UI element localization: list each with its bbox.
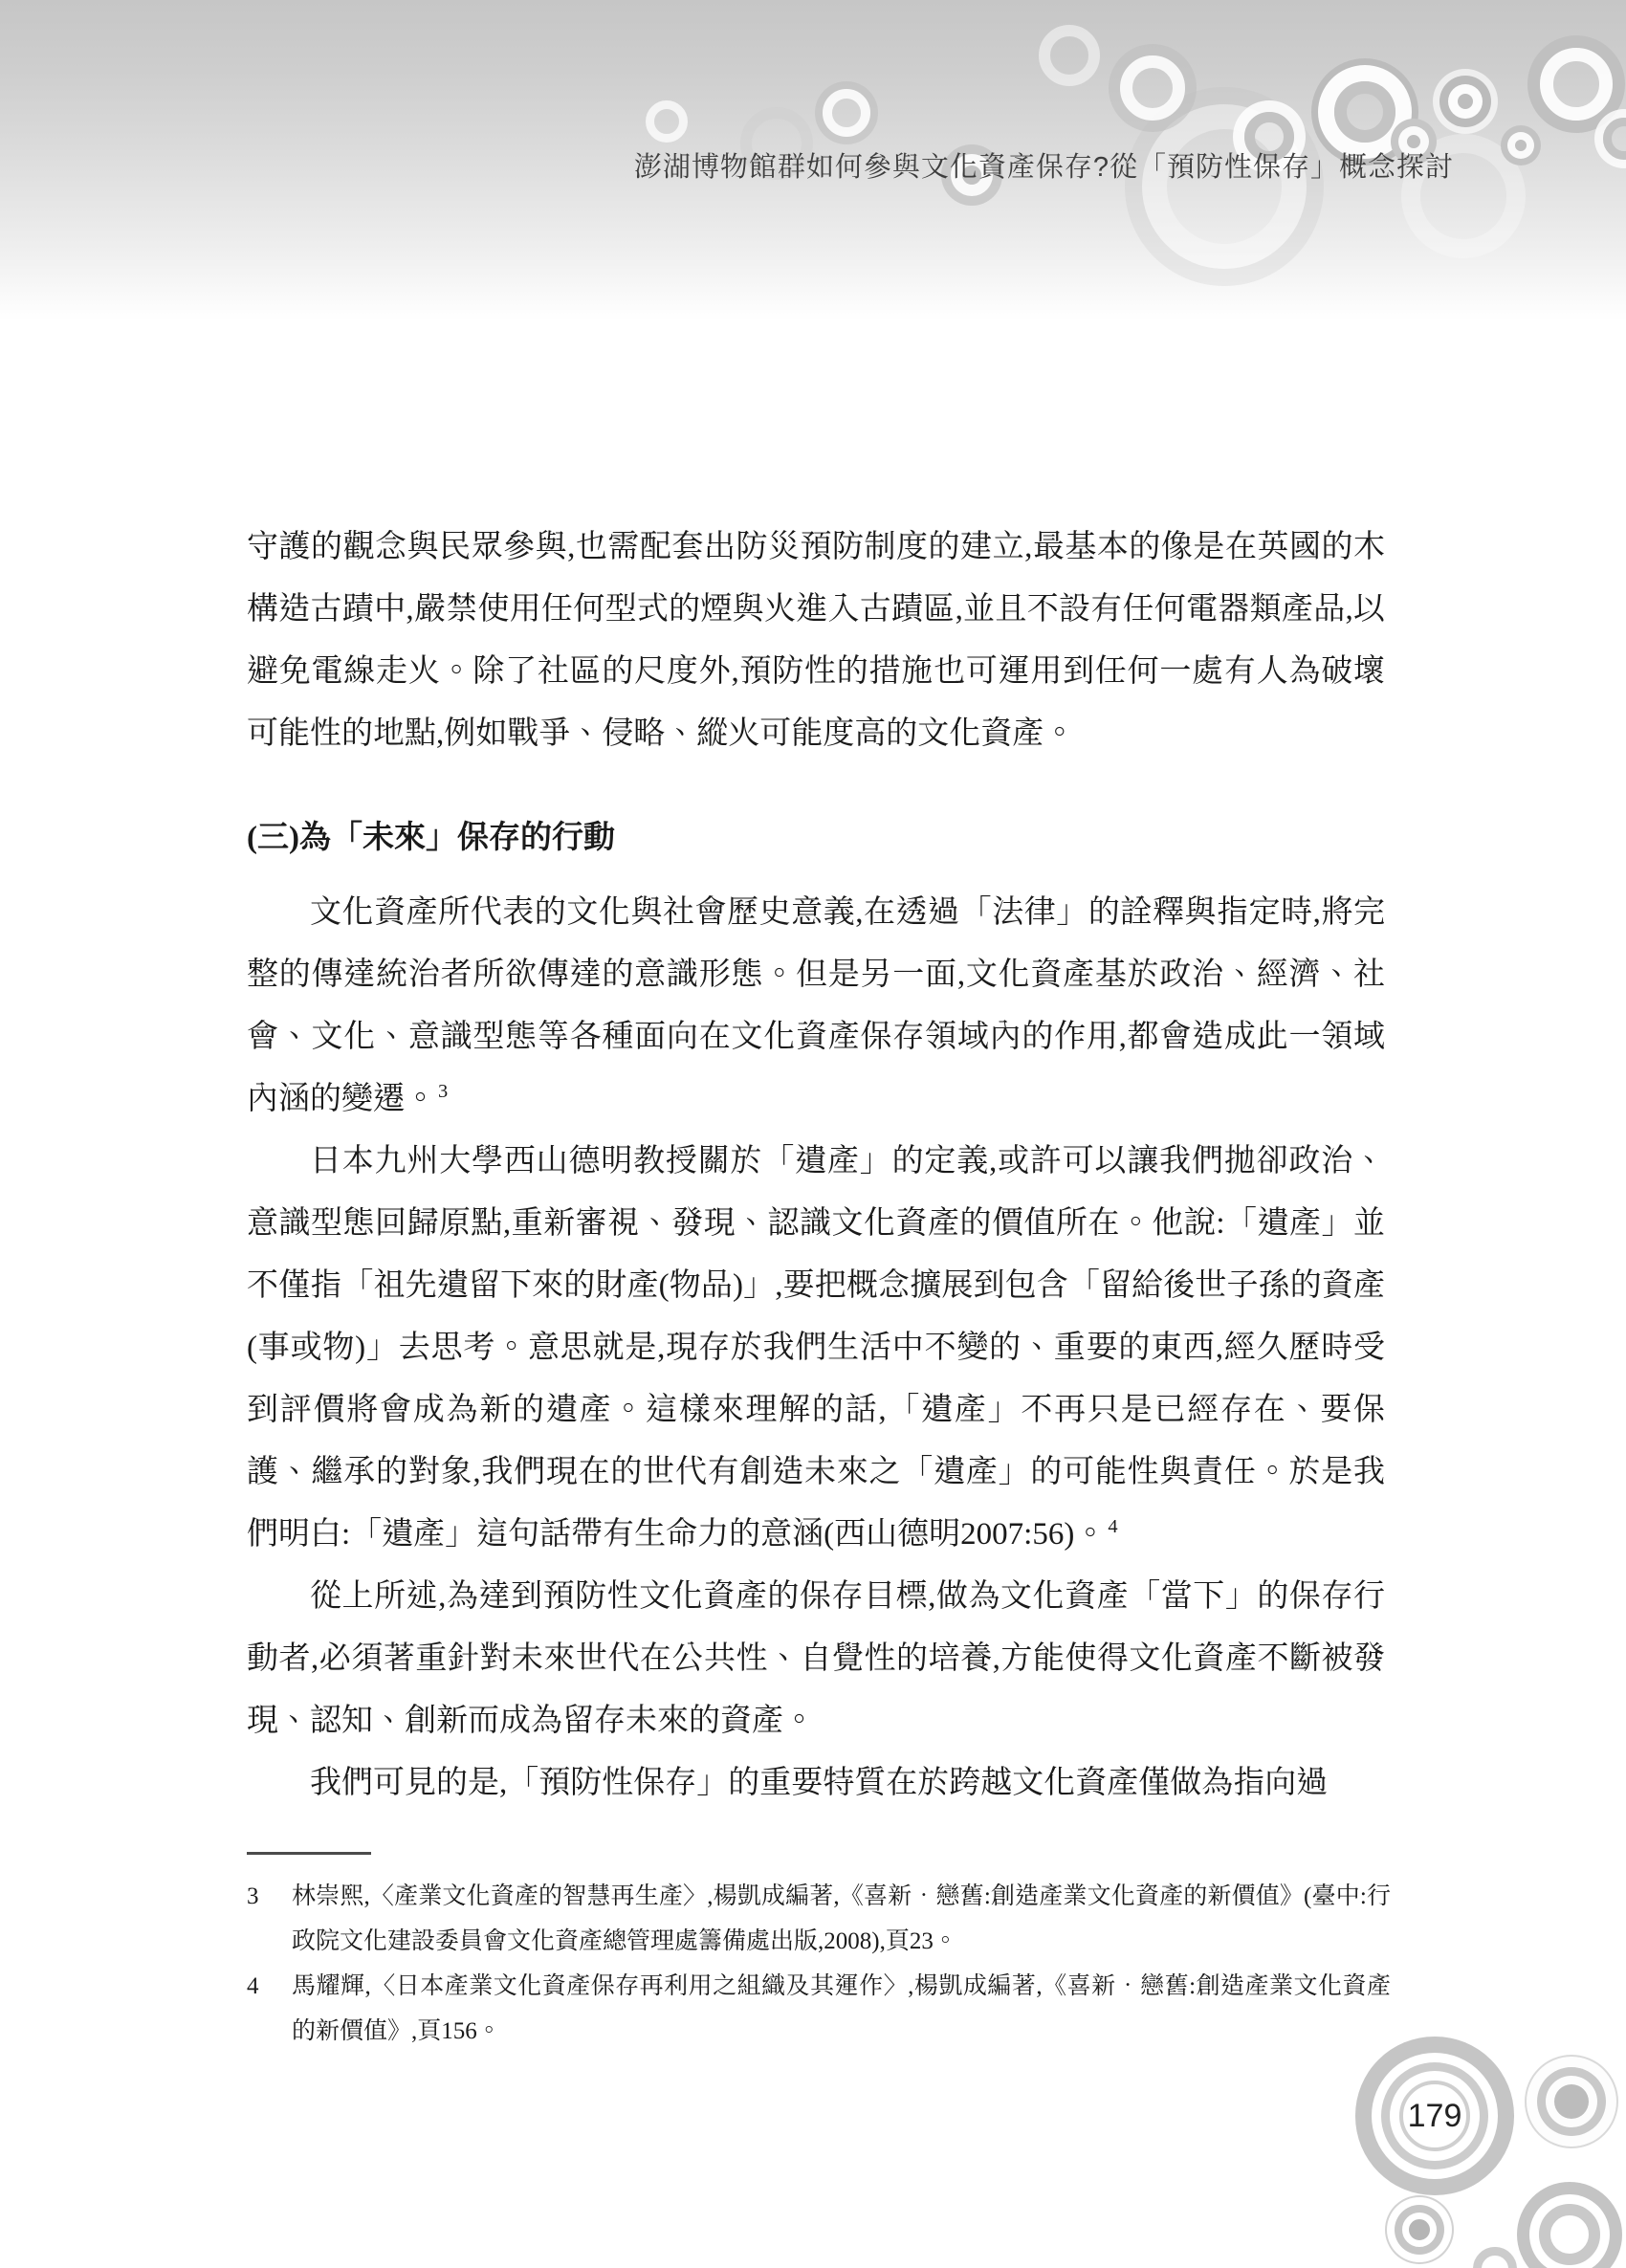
decorative-circle [1402, 2213, 1437, 2247]
body-paragraph: 從上所述,為達到預防性文化資產的保存目標,做為文化資產「當下」的保存行動者,必須著重針對未來世代在公共性、自覺性的培養,方能使得文化資產不斷被發現、認知、創新而成為留存未來的資產。 [247, 1579, 1385, 1738]
decorative-circle [1546, 2076, 1597, 2127]
body-text [247, 517, 1385, 1815]
page-number: 179 [1407, 2098, 1462, 2134]
decorative-circle [823, 89, 870, 137]
body-paragraph: 守護的觀念與民眾參與,也需配套出防災預防制度的建立,最基本的像是在英國的木構造古蹟中,嚴禁使用任何型式的煙與火進入古蹟區,並且不設有任何電器類產品,以避免電線走火。除了社區的尺度外,預防性的措施也可運用到任何一處有人為破壞可能性的地點,例如戰爭、侵略、縱火可能度高的文化資產。 [247, 530, 1385, 751]
footnote-number: 3 [247, 1883, 259, 1909]
footnote-separator [247, 1852, 371, 1855]
footnote-number: 4 [247, 1973, 259, 1999]
footnote-item [247, 1874, 1391, 1964]
decorative-circle [1603, 118, 1626, 160]
footnote-list [247, 1874, 1391, 2054]
footnote-ref: 3 [438, 1081, 449, 1102]
decorative-circle [1473, 2247, 1517, 2268]
section-heading: (三)為「未來」保存的行動 [247, 821, 615, 855]
footnote-text: 馬耀輝,〈日本產業文化資產保存再利用之組織及其運作〉,楊凱成編著,《喜新‧戀舊:創造產業文化資產的新價值》,頁156。 [292, 1973, 1391, 2044]
footnote-ref: 4 [1108, 1516, 1118, 1537]
decorative-circle [1120, 55, 1185, 121]
decorative-circle [1039, 25, 1100, 86]
page-number-badge [1399, 2081, 1470, 2151]
footnote-section [247, 1852, 1391, 2054]
decorative-circle [1539, 2204, 1600, 2265]
decorative-circle [1507, 132, 1534, 159]
running-head-title: 澎湖博物館群如何參與文化資產保存?從「預防性保存」概念探討 [633, 152, 1454, 183]
body-paragraph: 文化資產所代表的文化與社會歷史意義,在透過「法律」的詮釋與指定時,將完整的傳達統治者所欲傳達的意識形態。但是另一面,文化資產基於政治、經濟、社會、文化、意識型態等各種面向在文化資產保存領域內的作用,都會造成此一領域內涵的變遷。$^3$ [247, 895, 1385, 1116]
decorative-circle [1448, 84, 1483, 119]
body-paragraph: 日本九州大學西山德明教授關於「遺產」的定義,或許可以讓我們拋卻政治、意識型態回歸原點,重新審視、發現、認識文化資產的價值所在。他說:「遺產」並不僅指「祖先遺留下來的財產(物品)」,要把概念擴展到包含「留給後世子孫的資產(事或物)」去思考。意思就是,現存於我們生活中不變的、重要的東西,經久歷時受到評價將會成為新的遺產。這樣來理解的話,「遺產」不再只是已經存在、要保護、繼承的對象,我們現在的世代有創造未來之「遺產」的可能性與責任。於是我們明白:「遺產」這句話帶有生命力的意涵(西山德明2007:56)。$^4$ [247, 1144, 1385, 1552]
decorative-circle [646, 100, 688, 143]
footnote-text: 林崇熙,〈產業文化資產的智慧再生產〉,楊凱成編著,《喜新‧戀舊:創造產業文化資產的新價值》(臺中:行政院文化建設委員會文化資產總管理處籌備處出版,2008),頁23。 [292, 1883, 1391, 1954]
decorative-circle [1334, 81, 1395, 143]
decorative-circle [1540, 48, 1613, 121]
footnote-item [247, 1964, 1391, 2054]
body-paragraph: 我們可見的是,「預防性保存」的重要特質在於跨越文化資產僅做為指向過 [310, 1766, 1329, 1800]
